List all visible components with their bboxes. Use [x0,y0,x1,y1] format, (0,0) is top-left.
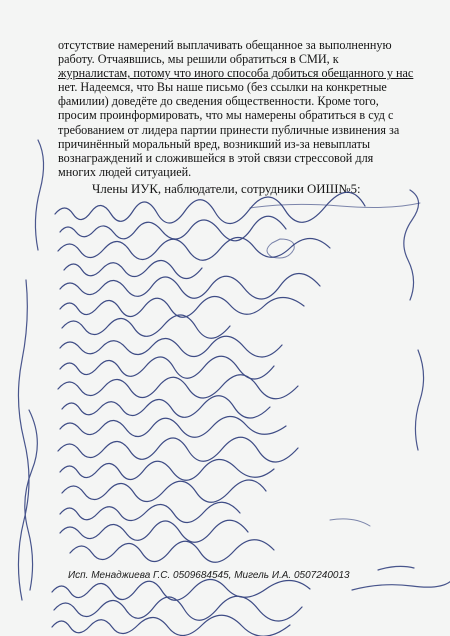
body-line-8: причинённый моральный вред, возникший из-за невыплаты [58,136,371,151]
footer-contact-note: Исп. Менаджиева Г.С. 0509684545, Мигель И.А. 0507240013 [68,570,350,581]
body-line-10: многих людей ситуацией. [58,164,192,179]
body-line-7: требованием от лидера партии принести публичные извинения за [58,122,400,137]
members-heading: Члены ИУК, наблюдатели, сотрудники ОИШ№5: [92,182,361,196]
body-line-9: вознаграждений и сложившейся в этой связи стрессовой для [58,150,374,165]
stamps [250,203,420,526]
body-line-3: журналистам, потому что иного способа добиться обещанного у нас [58,66,414,81]
body-line-4: нет. Надеемся, что Вы наше письмо (без ссылки на конкретные [58,80,387,95]
body-line-6: просим проинформировать, что мы намерены обратиться в суд с [58,108,394,123]
body-line-1: отсутствие намерений выплачивать обещанное за выполненную [58,38,392,52]
body-line-5: фамилии) доведёте до сведения общественности. Кроме того, [58,94,379,109]
body-line-2: работу. Отчаявшись, мы решили обратиться в СМИ, к [58,52,339,67]
margin-signatures [18,140,450,600]
